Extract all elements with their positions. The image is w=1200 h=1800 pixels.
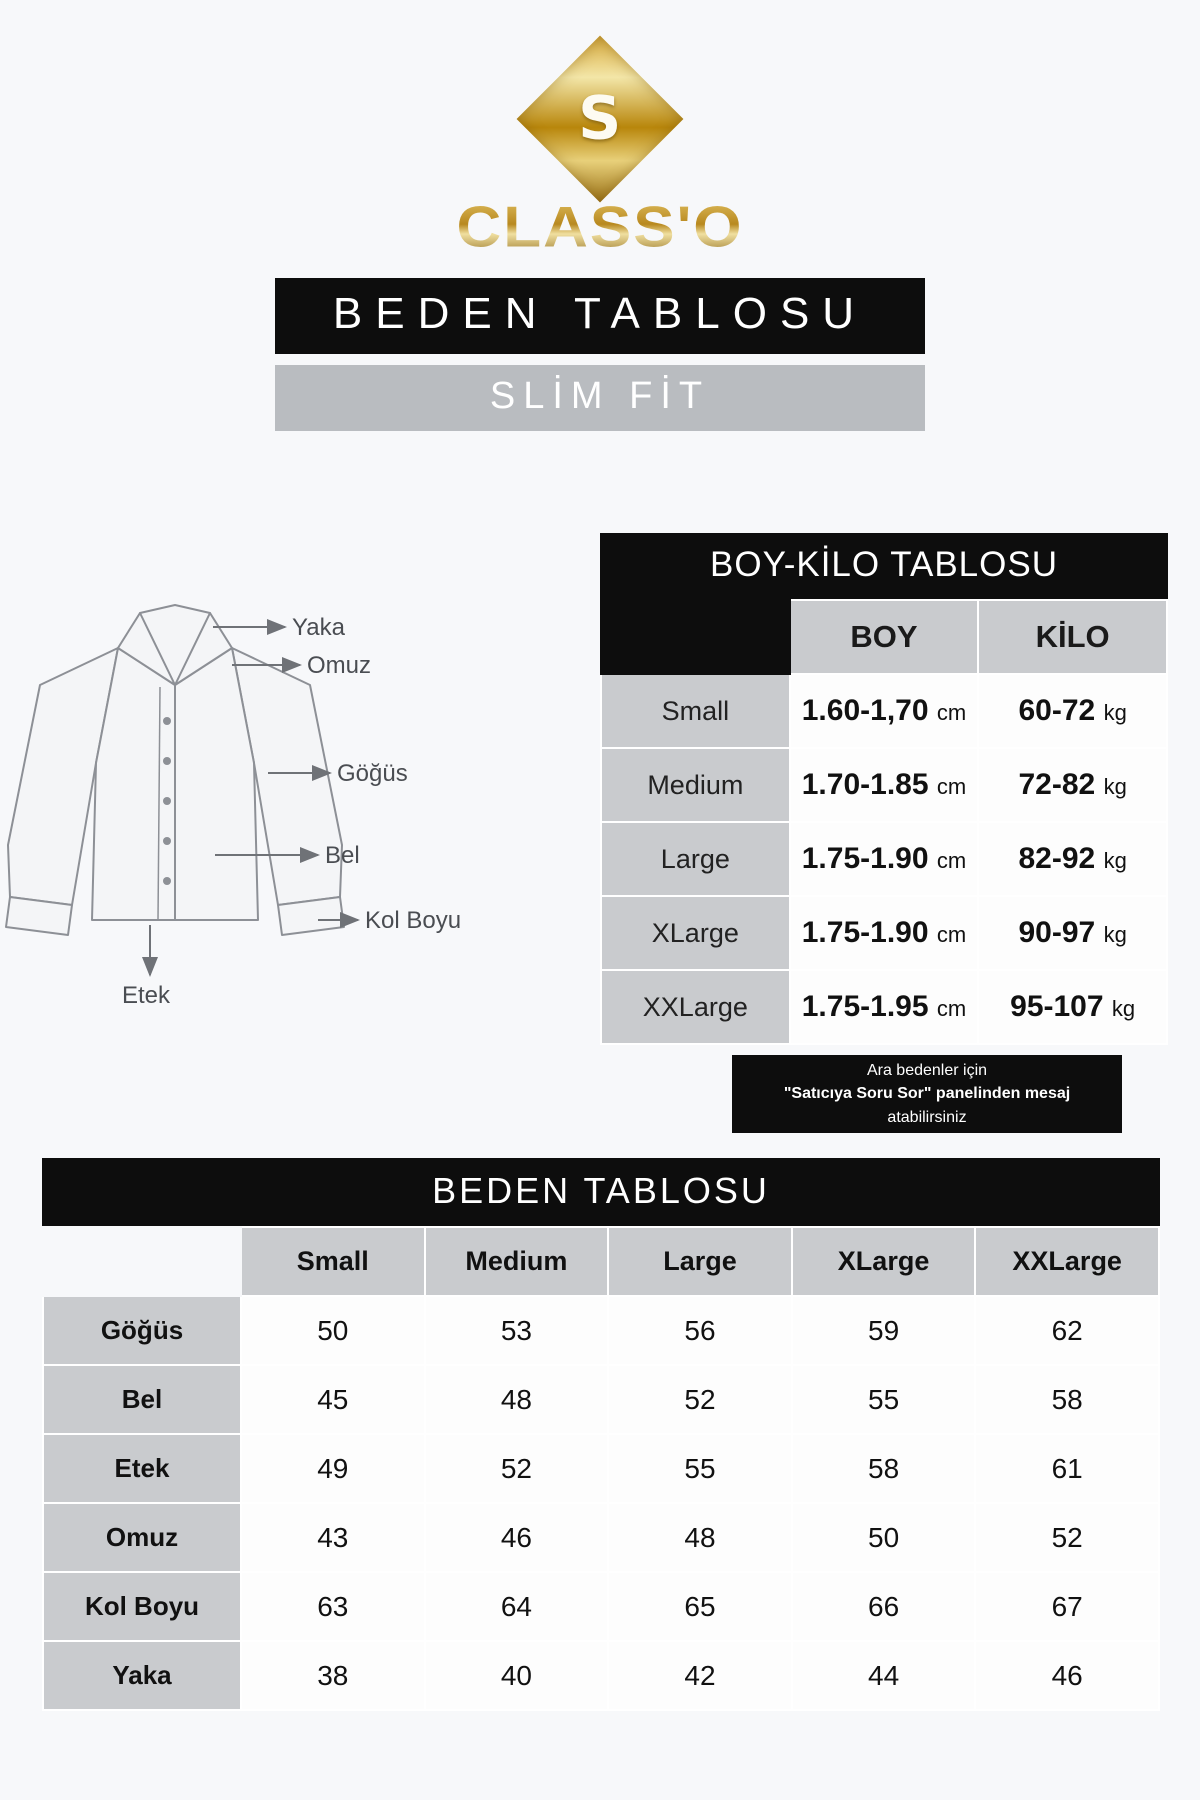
header-corner bbox=[43, 1227, 241, 1296]
row-label: Omuz bbox=[43, 1503, 241, 1572]
cell-small: 49 bbox=[241, 1434, 425, 1503]
brand-logo bbox=[0, 60, 1200, 263]
info-note bbox=[732, 1055, 1122, 1133]
row-label: Etek bbox=[43, 1434, 241, 1503]
row-label: Kol Boyu bbox=[43, 1572, 241, 1641]
table-row bbox=[601, 822, 1167, 896]
cell-xlarge: 59 bbox=[792, 1296, 976, 1365]
row-kilo: 72-82 kg bbox=[978, 748, 1167, 822]
cell-small: 38 bbox=[241, 1641, 425, 1710]
cell-large: 55 bbox=[608, 1434, 792, 1503]
height-weight-table bbox=[600, 533, 1168, 1045]
cell-xxlarge: 46 bbox=[975, 1641, 1159, 1710]
table-row bbox=[43, 1641, 1159, 1710]
cell-xxlarge: 67 bbox=[975, 1572, 1159, 1641]
diagram-label-shoulder: Omuz bbox=[307, 652, 372, 679]
height-weight-table-title: BOY-KİLO TABLOSU bbox=[600, 533, 1168, 599]
table-header-row bbox=[43, 1227, 1159, 1296]
header-boy: BOY bbox=[790, 600, 979, 674]
cell-large: 65 bbox=[608, 1572, 792, 1641]
row-boy: 1.75-1.95 cm bbox=[790, 970, 979, 1044]
cell-small: 50 bbox=[241, 1296, 425, 1365]
header-xlarge: XLarge bbox=[792, 1227, 976, 1296]
table-row bbox=[43, 1434, 1159, 1503]
table-row bbox=[601, 674, 1167, 748]
cell-large: 42 bbox=[608, 1641, 792, 1710]
cell-medium: 64 bbox=[425, 1572, 609, 1641]
page-subtitle bbox=[275, 365, 925, 431]
cell-xlarge: 58 bbox=[792, 1434, 976, 1503]
note-line-1: Ara bedenler için bbox=[866, 1062, 988, 1080]
cell-xlarge: 44 bbox=[792, 1641, 976, 1710]
cell-medium: 52 bbox=[425, 1434, 609, 1503]
row-boy: 1.75-1.90 cm bbox=[790, 896, 979, 970]
row-boy: 1.75-1.90 cm bbox=[790, 822, 979, 896]
cell-medium: 40 bbox=[425, 1641, 609, 1710]
cell-xxlarge: 58 bbox=[975, 1365, 1159, 1434]
cell-large: 56 bbox=[608, 1296, 792, 1365]
table-row bbox=[43, 1503, 1159, 1572]
row-kilo: 95-107 kg bbox=[978, 970, 1167, 1044]
page-title-text: BEDEN TABLOSU bbox=[332, 289, 868, 338]
cell-medium: 48 bbox=[425, 1365, 609, 1434]
cell-xlarge: 66 bbox=[792, 1572, 976, 1641]
row-size: Medium bbox=[601, 748, 790, 822]
diagram-label-chest: Göğüs bbox=[337, 760, 408, 787]
row-size: XLarge bbox=[601, 896, 790, 970]
row-kilo: 90-97 kg bbox=[978, 896, 1167, 970]
diagram-label-sleeve: Kol Boyu bbox=[365, 907, 462, 934]
logo-letter: S bbox=[578, 84, 622, 154]
header-small: Small bbox=[241, 1227, 425, 1296]
header-kilo: KİLO bbox=[978, 600, 1167, 674]
table-row bbox=[43, 1296, 1159, 1365]
cell-large: 48 bbox=[608, 1503, 792, 1572]
note-line-2: "Satıcıya Soru Sor" panelinden mesaj bbox=[783, 1085, 1071, 1103]
table-row bbox=[43, 1365, 1159, 1434]
cell-small: 45 bbox=[241, 1365, 425, 1434]
cell-xxlarge: 52 bbox=[975, 1503, 1159, 1572]
cell-small: 63 bbox=[241, 1572, 425, 1641]
row-kilo: 60-72 kg bbox=[978, 674, 1167, 748]
table-row bbox=[601, 748, 1167, 822]
cell-small: 43 bbox=[241, 1503, 425, 1572]
diagram-label-hem: Etek bbox=[122, 982, 171, 1009]
cell-xlarge: 50 bbox=[792, 1503, 976, 1572]
diamond-logo-icon bbox=[517, 36, 684, 203]
cell-medium: 53 bbox=[425, 1296, 609, 1365]
cell-xxlarge: 62 bbox=[975, 1296, 1159, 1365]
row-size: Large bbox=[601, 822, 790, 896]
row-size: XXLarge bbox=[601, 970, 790, 1044]
row-label: Göğüs bbox=[43, 1296, 241, 1365]
row-label: Yaka bbox=[43, 1641, 241, 1710]
size-table-title: BEDEN TABLOSU bbox=[42, 1158, 1160, 1226]
cell-xxlarge: 61 bbox=[975, 1434, 1159, 1503]
header-large: Large bbox=[608, 1227, 792, 1296]
row-label: Bel bbox=[43, 1365, 241, 1434]
page-subtitle-text: SLİM FİT bbox=[489, 375, 711, 417]
header-xxlarge: XXLarge bbox=[975, 1227, 1159, 1296]
table-row bbox=[601, 970, 1167, 1044]
row-boy: 1.70-1.85 cm bbox=[790, 748, 979, 822]
diagram-label-waist: Bel bbox=[325, 842, 360, 869]
note-line-3: atabilirsiniz bbox=[887, 1108, 967, 1126]
row-kilo: 82-92 kg bbox=[978, 822, 1167, 896]
size-measurement-table bbox=[42, 1158, 1160, 1711]
diagram-label-collar: Yaka bbox=[292, 614, 345, 641]
row-boy: 1.60-1,70 cm bbox=[790, 674, 979, 748]
shirt-measurement-diagram bbox=[0, 575, 600, 1025]
cell-xlarge: 55 bbox=[792, 1365, 976, 1434]
table-row bbox=[43, 1572, 1159, 1641]
table-header-row bbox=[601, 600, 1167, 674]
table-row bbox=[601, 896, 1167, 970]
cell-large: 52 bbox=[608, 1365, 792, 1434]
brand-name: CLASS'O bbox=[456, 195, 744, 260]
header-blank bbox=[601, 600, 790, 674]
header-medium: Medium bbox=[425, 1227, 609, 1296]
row-size: Small bbox=[601, 674, 790, 748]
cell-medium: 46 bbox=[425, 1503, 609, 1572]
page-title bbox=[275, 278, 925, 354]
